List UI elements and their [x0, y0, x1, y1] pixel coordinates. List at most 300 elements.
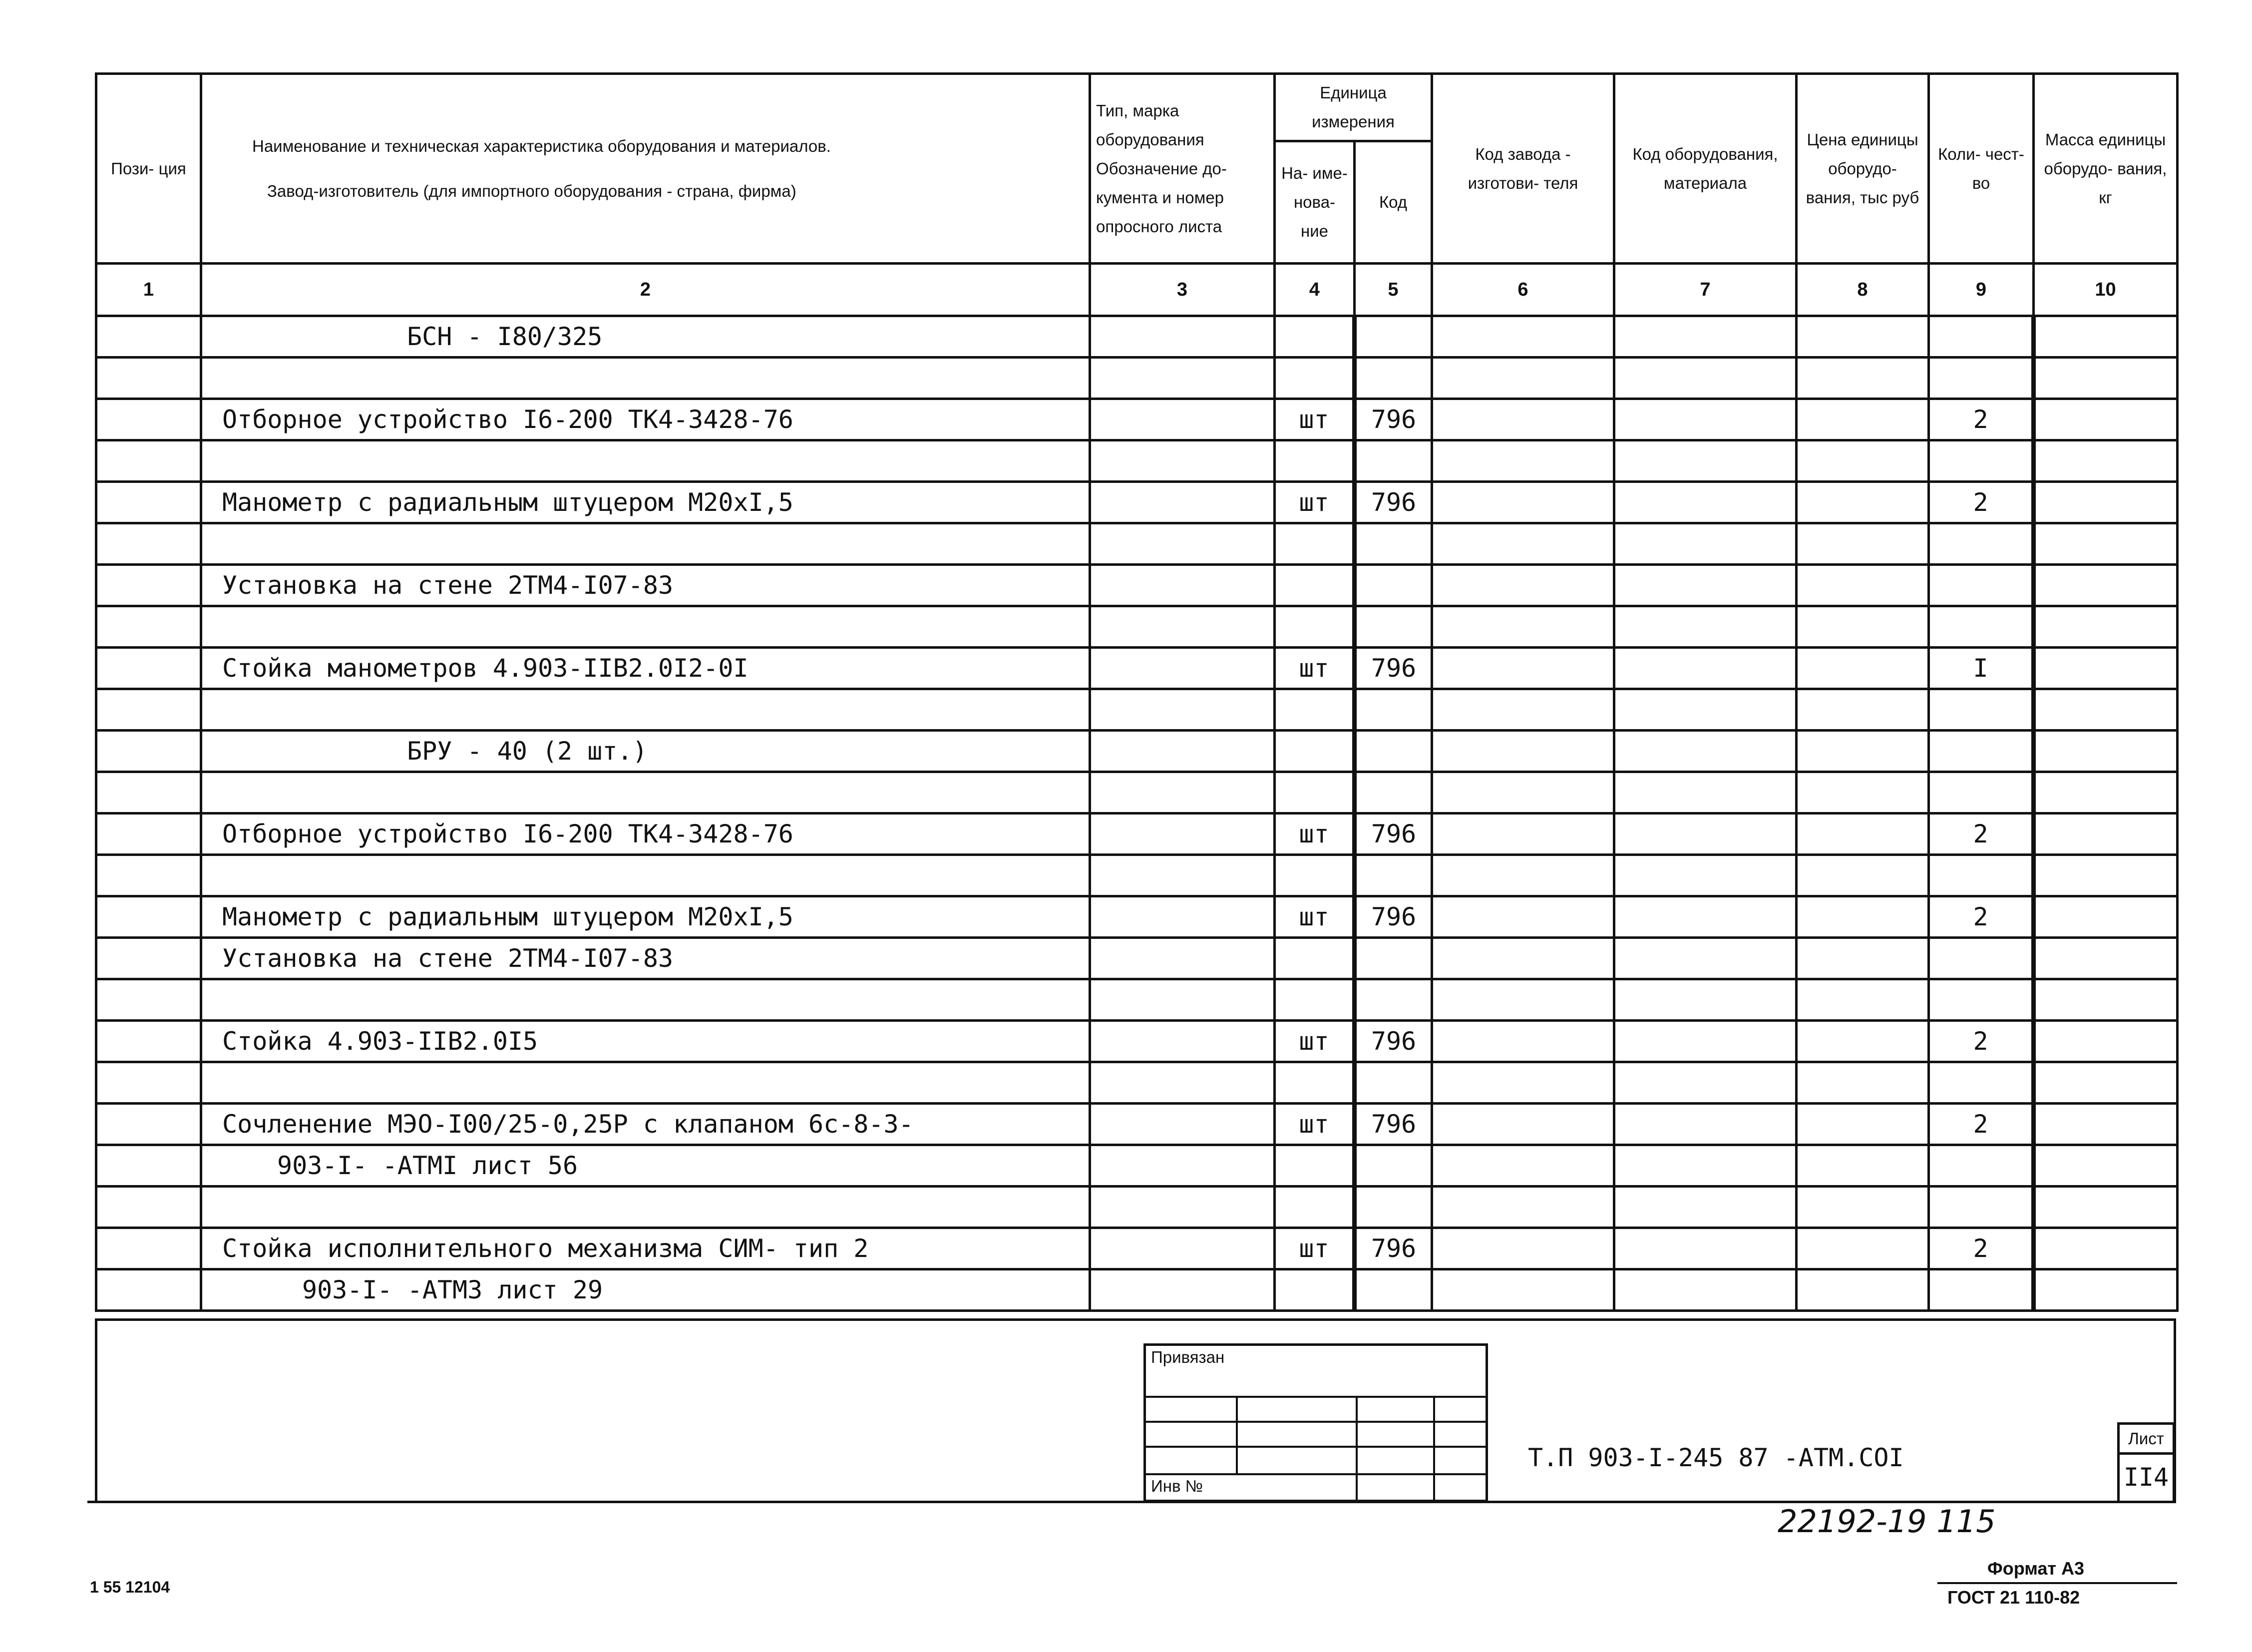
- header-manufacturer-code: Код завода - изготови- теля: [1432, 74, 1614, 264]
- manufacturer-code-cell: [1432, 1228, 1614, 1269]
- type-cell: [1090, 523, 1275, 565]
- table-row: [96, 1187, 2178, 1228]
- price-cell: [1797, 606, 1929, 648]
- unit-cell: шт: [1275, 1021, 1355, 1062]
- manufacturer-code-cell: [1432, 1104, 1614, 1145]
- price-cell: [1797, 565, 1929, 606]
- header-position: Пози- ция: [96, 74, 201, 264]
- header-quantity: Коли- чест- во: [1929, 74, 2034, 264]
- stamp-rule: [1236, 1396, 1238, 1473]
- quantity-cell: [1929, 1269, 2034, 1311]
- table-row: [96, 1269, 2178, 1311]
- name-cell: Сочленение МЭО-I00/25-0,25Р с клапаном 6с-8-3-: [201, 1104, 1090, 1145]
- footer-code: 1 55 12104: [90, 1578, 170, 1596]
- table-row: [96, 440, 2178, 482]
- column-number: 5: [1355, 264, 1432, 316]
- manufacturer-code-cell: [1432, 938, 1614, 979]
- equipment-code-cell: [1614, 1269, 1797, 1311]
- manufacturer-code-cell: [1432, 979, 1614, 1021]
- stamp-left-rule: [95, 1318, 97, 1503]
- price-cell: [1797, 1104, 1929, 1145]
- column-number: 9: [1929, 264, 2034, 316]
- quantity-cell: 2: [1929, 1228, 2034, 1269]
- mass-cell: [2034, 1062, 2178, 1104]
- type-cell: [1090, 1021, 1275, 1062]
- manufacturer-code-cell: [1432, 523, 1614, 565]
- position-cell: [96, 1187, 201, 1228]
- unit-cell: [1275, 855, 1355, 896]
- type-cell: [1090, 896, 1275, 938]
- type-cell: [1090, 440, 1275, 482]
- equipment-code-cell: [1614, 938, 1797, 979]
- mass-cell: [2034, 606, 2178, 648]
- type-cell: [1090, 399, 1275, 440]
- quantity-cell: [1929, 772, 2034, 814]
- unit-code-cell: [1355, 1145, 1432, 1187]
- sheet-box: [2117, 1422, 2175, 1503]
- mass-cell: [2034, 1104, 2178, 1145]
- manufacturer-code-cell: [1432, 1269, 1614, 1311]
- table-row: [96, 979, 2178, 1021]
- unit-cell: [1275, 440, 1355, 482]
- name-cell: Стойка 4.903-IIВ2.0I5: [201, 1021, 1090, 1062]
- quantity-cell: [1929, 731, 2034, 772]
- unit-code-cell: [1355, 938, 1432, 979]
- manufacturer-code-cell: [1432, 1021, 1614, 1062]
- mass-cell: [2034, 523, 2178, 565]
- sheet-label: Лист: [2120, 1425, 2173, 1455]
- table-row: [96, 358, 2178, 399]
- price-cell: [1797, 896, 1929, 938]
- position-cell: [96, 731, 201, 772]
- column-number: 1: [96, 264, 201, 316]
- unit-cell: [1275, 1269, 1355, 1311]
- unit-cell: шт: [1275, 1228, 1355, 1269]
- manufacturer-code-cell: [1432, 689, 1614, 731]
- price-cell: [1797, 523, 1929, 565]
- column-number: 6: [1432, 264, 1614, 316]
- type-cell: [1090, 1228, 1275, 1269]
- name-cell: [201, 606, 1090, 648]
- position-cell: [96, 648, 201, 689]
- manufacturer-code-cell: [1432, 399, 1614, 440]
- quantity-cell: 2: [1929, 1021, 2034, 1062]
- name-cell: Отборное устройство I6-200 ТК4-3428-76: [201, 399, 1090, 440]
- unit-code-cell: 796: [1355, 648, 1432, 689]
- type-cell: [1090, 1104, 1275, 1145]
- name-cell: БСН - I80/325: [201, 316, 1090, 358]
- position-cell: [96, 979, 201, 1021]
- type-cell: [1090, 855, 1275, 896]
- price-cell: [1797, 482, 1929, 523]
- price-cell: [1797, 1021, 1929, 1062]
- quantity-cell: [1929, 855, 2034, 896]
- equipment-code-cell: [1614, 565, 1797, 606]
- manufacturer-code-cell: [1432, 606, 1614, 648]
- price-cell: [1797, 814, 1929, 855]
- mass-cell: [2034, 1228, 2178, 1269]
- table-row: [96, 772, 2178, 814]
- price-cell: [1797, 1269, 1929, 1311]
- type-cell: [1090, 358, 1275, 399]
- mass-cell: [2034, 358, 2178, 399]
- quantity-cell: [1929, 606, 2034, 648]
- quantity-cell: [1929, 1062, 2034, 1104]
- name-cell: Манометр с радиальным штуцером М20хI,5: [201, 482, 1090, 523]
- column-number: 2: [201, 264, 1090, 316]
- unit-code-cell: [1355, 440, 1432, 482]
- header-unit-group: Единица измерения: [1275, 74, 1432, 141]
- type-cell: [1090, 482, 1275, 523]
- table-row: [96, 606, 2178, 648]
- equipment-code-cell: [1614, 896, 1797, 938]
- name-cell: [201, 1187, 1090, 1228]
- footer-gost: ГОСТ 21 110-82: [1947, 1587, 2080, 1608]
- table-row: [96, 523, 2178, 565]
- manufacturer-code-cell: [1432, 482, 1614, 523]
- mass-cell: [2034, 938, 2178, 979]
- table-row: [96, 1104, 2178, 1145]
- mass-cell: [2034, 979, 2178, 1021]
- equipment-code-cell: [1614, 979, 1797, 1021]
- equipment-code-cell: [1614, 1062, 1797, 1104]
- footer-rule: [1937, 1582, 2177, 1584]
- position-cell: [96, 606, 201, 648]
- position-cell: [96, 316, 201, 358]
- type-cell: [1090, 1145, 1275, 1187]
- manufacturer-code-cell: [1432, 440, 1614, 482]
- binding-stamp: [1143, 1343, 1488, 1502]
- price-cell: [1797, 1145, 1929, 1187]
- position-cell: [96, 896, 201, 938]
- equipment-code-cell: [1614, 772, 1797, 814]
- table-row: [96, 814, 2178, 855]
- position-cell: [96, 938, 201, 979]
- quantity-cell: [1929, 565, 2034, 606]
- unit-cell: [1275, 689, 1355, 731]
- unit-cell: [1275, 1187, 1355, 1228]
- table-row: [96, 896, 2178, 938]
- quantity-cell: [1929, 358, 2034, 399]
- manufacturer-code-cell: [1432, 896, 1614, 938]
- stamp-rule: [1433, 1396, 1435, 1501]
- name-cell: Установка на стене 2ТМ4-I07-83: [201, 565, 1090, 606]
- name-cell: [201, 772, 1090, 814]
- manufacturer-code-cell: [1432, 1062, 1614, 1104]
- name-cell: БРУ - 40 (2 шт.): [201, 731, 1090, 772]
- type-cell: [1090, 979, 1275, 1021]
- equipment-code-cell: [1614, 606, 1797, 648]
- name-cell: [201, 1062, 1090, 1104]
- unit-code-cell: [1355, 731, 1432, 772]
- unit-code-cell: [1355, 689, 1432, 731]
- sheet-number: II4: [2123, 1463, 2169, 1492]
- unit-cell: шт: [1275, 1104, 1355, 1145]
- handwritten-number: 22192-19 115: [1778, 1503, 1996, 1540]
- price-cell: [1797, 979, 1929, 1021]
- name-cell: 903-I- -АТМ3 лист 29: [201, 1269, 1090, 1311]
- manufacturer-code-cell: [1432, 1187, 1614, 1228]
- header-mass: Масса единицы оборудо- вания, кг: [2034, 74, 2178, 264]
- unit-cell: [1275, 979, 1355, 1021]
- column-number: 8: [1797, 264, 1929, 316]
- equipment-code-cell: [1614, 1104, 1797, 1145]
- table-row: [96, 731, 2178, 772]
- unit-code-cell: 796: [1355, 482, 1432, 523]
- quantity-cell: [1929, 523, 2034, 565]
- price-cell: [1797, 358, 1929, 399]
- unit-code-cell: [1355, 1062, 1432, 1104]
- unit-cell: [1275, 565, 1355, 606]
- quantity-cell: [1929, 938, 2034, 979]
- equipment-code-cell: [1614, 440, 1797, 482]
- position-cell: [96, 1104, 201, 1145]
- equipment-code-cell: [1614, 316, 1797, 358]
- table-row: [96, 399, 2178, 440]
- name-cell: Отборное устройство I6-200 ТК4-3428-76: [201, 814, 1090, 855]
- unit-code-cell: [1355, 1269, 1432, 1311]
- unit-cell: шт: [1275, 648, 1355, 689]
- header-name-line1: Наименование и техническая характеристика оборудования и материалов.: [252, 136, 831, 155]
- table-row: [96, 316, 2178, 358]
- unit-code-cell: [1355, 772, 1432, 814]
- table-row: [96, 648, 2178, 689]
- header-equipment-code: Код оборудования, материала: [1614, 74, 1797, 264]
- position-cell: [96, 1021, 201, 1062]
- table-row: [96, 689, 2178, 731]
- table-row: [96, 1062, 2178, 1104]
- unit-cell: [1275, 1062, 1355, 1104]
- unit-code-cell: [1355, 358, 1432, 399]
- equipment-code-cell: [1614, 855, 1797, 896]
- type-cell: [1090, 814, 1275, 855]
- name-cell: Установка на стене 2ТМ4-I07-83: [201, 938, 1090, 979]
- name-cell: [201, 689, 1090, 731]
- manufacturer-code-cell: [1432, 731, 1614, 772]
- table-row: [96, 938, 2178, 979]
- mass-cell: [2034, 399, 2178, 440]
- quantity-cell: [1929, 979, 2034, 1021]
- unit-cell: шт: [1275, 482, 1355, 523]
- mass-cell: [2034, 1145, 2178, 1187]
- name-cell: [201, 440, 1090, 482]
- quantity-cell: [1929, 689, 2034, 731]
- header-name: [201, 74, 1090, 264]
- table-row: [96, 1021, 2178, 1062]
- position-cell: [96, 689, 201, 731]
- price-cell: [1797, 689, 1929, 731]
- position-cell: [96, 1145, 201, 1187]
- type-cell: [1090, 648, 1275, 689]
- price-cell: [1797, 938, 1929, 979]
- column-number-row: [96, 264, 2178, 316]
- quantity-cell: 2: [1929, 399, 2034, 440]
- type-cell: [1090, 565, 1275, 606]
- quantity-cell: [1929, 440, 2034, 482]
- table-row: [96, 1145, 2178, 1187]
- equipment-code-cell: [1614, 482, 1797, 523]
- unit-cell: шт: [1275, 896, 1355, 938]
- quantity-cell: 2: [1929, 1104, 2034, 1145]
- manufacturer-code-cell: [1432, 814, 1614, 855]
- type-cell: [1090, 1187, 1275, 1228]
- footer-format: Формат А3: [1987, 1558, 2085, 1579]
- unit-cell: [1275, 316, 1355, 358]
- unit-code-cell: 796: [1355, 814, 1432, 855]
- equipment-code-cell: [1614, 689, 1797, 731]
- equipment-code-cell: [1614, 523, 1797, 565]
- name-cell: [201, 358, 1090, 399]
- unit-code-cell: [1355, 855, 1432, 896]
- position-cell: [96, 399, 201, 440]
- price-cell: [1797, 1187, 1929, 1228]
- manufacturer-code-cell: [1432, 358, 1614, 399]
- position-cell: [96, 1269, 201, 1311]
- document-number: Т.П 903-I-245 87 -АТМ.COI: [1528, 1443, 1904, 1472]
- equipment-code-cell: [1614, 648, 1797, 689]
- position-cell: [96, 440, 201, 482]
- mass-cell: [2034, 689, 2178, 731]
- price-cell: [1797, 648, 1929, 689]
- type-cell: [1090, 606, 1275, 648]
- mass-cell: [2034, 855, 2178, 896]
- unit-code-cell: [1355, 606, 1432, 648]
- equipment-code-cell: [1614, 731, 1797, 772]
- type-cell: [1090, 731, 1275, 772]
- type-cell: [1090, 938, 1275, 979]
- specification-table: [95, 72, 2179, 1312]
- mass-cell: [2034, 1021, 2178, 1062]
- name-cell: [201, 523, 1090, 565]
- equipment-code-cell: [1614, 814, 1797, 855]
- unit-cell: [1275, 772, 1355, 814]
- position-cell: [96, 855, 201, 896]
- quantity-cell: 2: [1929, 896, 2034, 938]
- unit-code-cell: [1355, 316, 1432, 358]
- type-cell: [1090, 1062, 1275, 1104]
- quantity-cell: [1929, 1145, 2034, 1187]
- table-row: [96, 482, 2178, 523]
- unit-code-cell: [1355, 523, 1432, 565]
- inventory-label: Инв №: [1151, 1477, 1203, 1495]
- price-cell: [1797, 399, 1929, 440]
- column-number: 4: [1275, 264, 1355, 316]
- name-cell: 903-I- -АТМI лист 56: [201, 1145, 1090, 1187]
- manufacturer-code-cell: [1432, 316, 1614, 358]
- header-price: Цена единицы оборудо- вания, тыс руб: [1797, 74, 1929, 264]
- unit-code-cell: [1355, 1187, 1432, 1228]
- unit-cell: [1275, 1145, 1355, 1187]
- equipment-code-cell: [1614, 1145, 1797, 1187]
- quantity-cell: 2: [1929, 814, 2034, 855]
- quantity-cell: [1929, 1187, 2034, 1228]
- price-cell: [1797, 731, 1929, 772]
- stamp-rule: [1356, 1396, 1358, 1501]
- mass-cell: [2034, 772, 2178, 814]
- mass-cell: [2034, 648, 2178, 689]
- position-cell: [96, 814, 201, 855]
- type-cell: [1090, 1269, 1275, 1311]
- name-cell: Манометр с радиальным штуцером М20хI,5: [201, 896, 1090, 938]
- unit-cell: шт: [1275, 814, 1355, 855]
- type-cell: [1090, 772, 1275, 814]
- position-cell: [96, 1228, 201, 1269]
- unit-code-cell: 796: [1355, 1228, 1432, 1269]
- type-cell: [1090, 316, 1275, 358]
- header-unit-name: На- име- нова- ние: [1275, 141, 1355, 264]
- price-cell: [1797, 440, 1929, 482]
- type-cell: [1090, 689, 1275, 731]
- unit-code-cell: [1355, 979, 1432, 1021]
- manufacturer-code-cell: [1432, 855, 1614, 896]
- position-cell: [96, 772, 201, 814]
- header-name-line2: Завод-изготовитель (для импортного оборудования - страна, фирма): [267, 181, 796, 200]
- name-cell: [201, 979, 1090, 1021]
- price-cell: [1797, 855, 1929, 896]
- price-cell: [1797, 1228, 1929, 1269]
- header-unit-code: Код: [1355, 141, 1432, 264]
- unit-cell: [1275, 523, 1355, 565]
- name-cell: [201, 855, 1090, 896]
- mass-cell: [2034, 1269, 2178, 1311]
- mass-cell: [2034, 896, 2178, 938]
- unit-code-cell: 796: [1355, 896, 1432, 938]
- manufacturer-code-cell: [1432, 648, 1614, 689]
- position-cell: [96, 1062, 201, 1104]
- column-number: 7: [1614, 264, 1797, 316]
- quantity-cell: [1929, 316, 2034, 358]
- equipment-code-cell: [1614, 358, 1797, 399]
- unit-cell: [1275, 938, 1355, 979]
- header-type: Тип, марка оборудования Обозначение до- кумента и номер опросного листа: [1090, 74, 1275, 264]
- mass-cell: [2034, 482, 2178, 523]
- manufacturer-code-cell: [1432, 1145, 1614, 1187]
- mass-cell: [2034, 316, 2178, 358]
- name-cell: Стойка исполнительного механизма СИМ- тип 2: [201, 1228, 1090, 1269]
- table-row: [96, 1228, 2178, 1269]
- unit-code-cell: 796: [1355, 1021, 1432, 1062]
- stamp-top-rule: [95, 1318, 2176, 1321]
- unit-cell: [1275, 606, 1355, 648]
- bound-label: Привязан: [1151, 1348, 1225, 1366]
- position-cell: [96, 523, 201, 565]
- unit-code-cell: [1355, 565, 1432, 606]
- table-row: [96, 565, 2178, 606]
- position-cell: [96, 358, 201, 399]
- equipment-code-cell: [1614, 1021, 1797, 1062]
- quantity-cell: I: [1929, 648, 2034, 689]
- unit-cell: [1275, 358, 1355, 399]
- position-cell: [96, 482, 201, 523]
- mass-cell: [2034, 731, 2178, 772]
- equipment-code-cell: [1614, 1228, 1797, 1269]
- unit-code-cell: 796: [1355, 1104, 1432, 1145]
- equipment-code-cell: [1614, 399, 1797, 440]
- mass-cell: [2034, 1187, 2178, 1228]
- manufacturer-code-cell: [1432, 565, 1614, 606]
- name-cell: Стойка манометров 4.903-IIВ2.0I2-0I: [201, 648, 1090, 689]
- price-cell: [1797, 316, 1929, 358]
- position-cell: [96, 565, 201, 606]
- mass-cell: [2034, 440, 2178, 482]
- unit-cell: [1275, 731, 1355, 772]
- unit-cell: шт: [1275, 399, 1355, 440]
- quantity-cell: 2: [1929, 482, 2034, 523]
- price-cell: [1797, 1062, 1929, 1104]
- mass-cell: [2034, 565, 2178, 606]
- price-cell: [1797, 772, 1929, 814]
- table-row: [96, 855, 2178, 896]
